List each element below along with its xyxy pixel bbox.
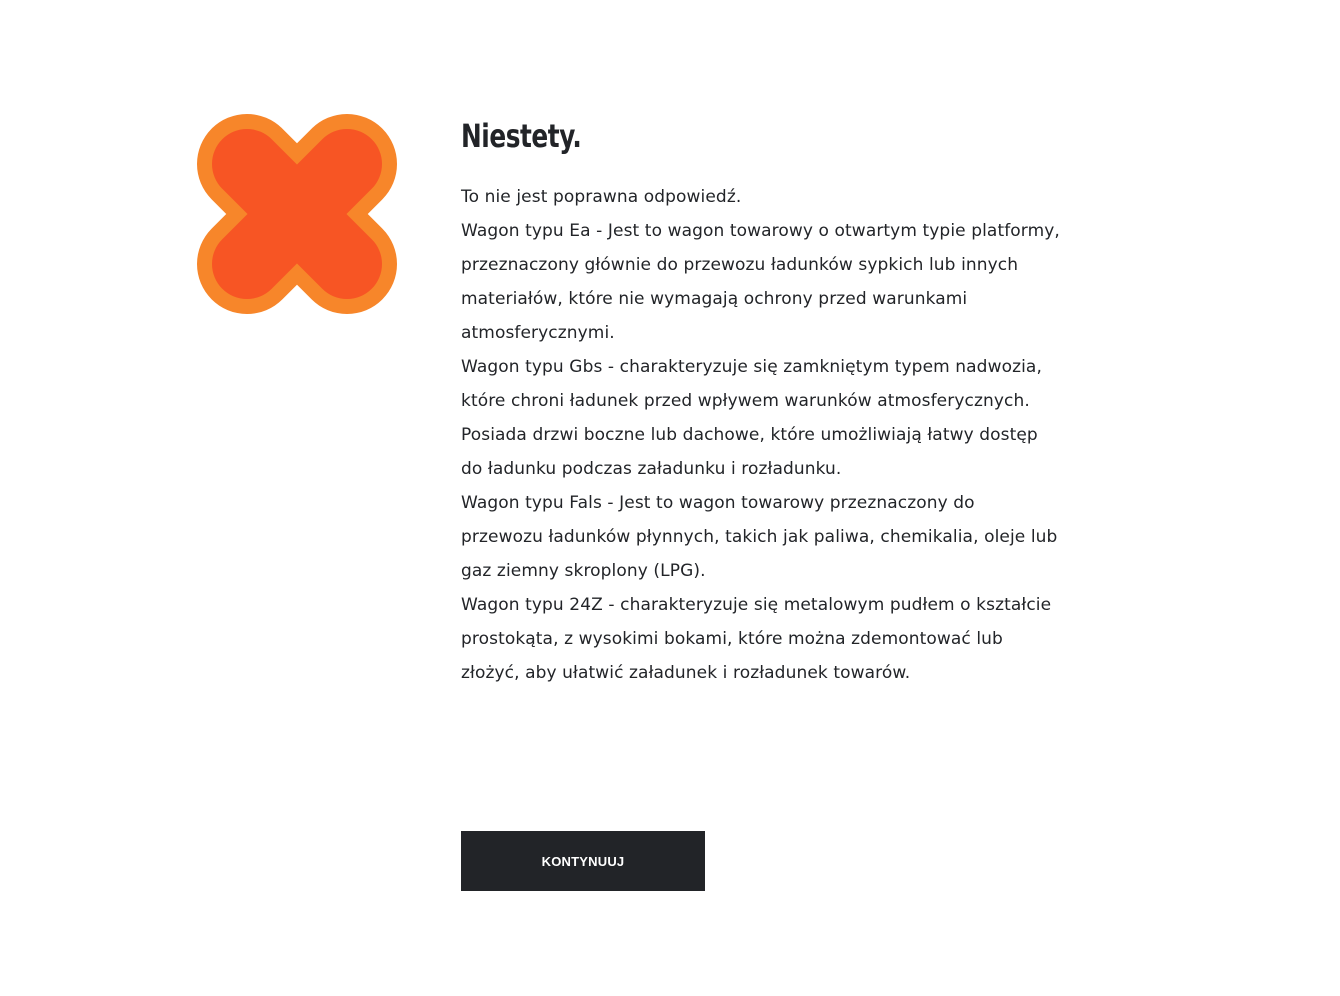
feedback-paragraph: Wagon typu 24Z - charakteryzuje się metalowym pudłem o kształcie prostokąta, z wysokimi bokami, które można zdemontować lub złożyć, aby ułatwić załadunek i rozładunek towarów. (461, 595, 1052, 683)
feedback-message (461, 180, 1061, 690)
continue-button[interactable]: KONTYNUUJ (461, 831, 705, 891)
close-x-icon (197, 114, 397, 314)
x-inner-stroke (247, 164, 347, 264)
feedback-paragraph: Wagon typu Gbs - charakteryzuje się zamkniętym typem nadwozia, które chroni ładunek przed wpływem warunków atmosferycznych. Posiada drzwi boczne lub dachowe, które umożliwiają łatwy dostęp do ładunku podczas załadunku i rozładunku. (461, 357, 1042, 479)
feedback-paragraph: Wagon typu Ea - Jest to wagon towarowy o otwartym typie platformy, przeznaczony głównie do przewozu ładunków sypkich lub innych materiałów, które nie wymagają ochrony przed warunkami atmosferycznymi. (461, 221, 1060, 343)
feedback-paragraph: To nie jest poprawna odpowiedź. (461, 187, 742, 207)
feedback-title: Niestety. (461, 117, 582, 155)
wrong-answer-x-icon (197, 114, 397, 314)
feedback-panel (461, 112, 1061, 690)
feedback-paragraph: Wagon typu Fals - Jest to wagon towarowy przeznaczony do przewozu ładunków płynnych, takich jak paliwa, chemikalia, oleje lub gaz ziemny skroplony (LPG). (461, 493, 1058, 581)
